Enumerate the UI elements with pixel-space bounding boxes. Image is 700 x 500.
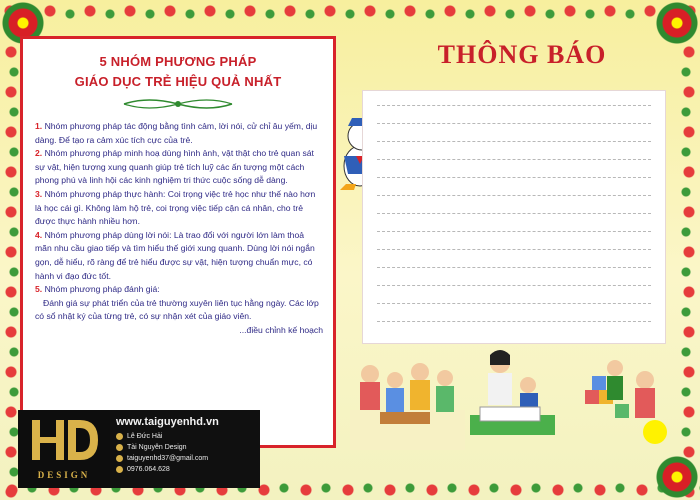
method-item-5: [35, 283, 323, 297]
email-text[interactable]: taiguyenhd37@gmail.com: [127, 455, 209, 462]
item-number: 4.: [35, 229, 43, 240]
item-text: Nhóm phương pháp đánh giá:: [44, 284, 160, 295]
corner-flower-icon: [654, 454, 700, 500]
method-item-1: [35, 120, 323, 147]
notice-line: [377, 105, 651, 106]
children-reading-illustration-icon: [350, 350, 465, 450]
website-link[interactable]: www.taiguyenhd.vn: [116, 416, 219, 428]
notice-title: THÔNG BÁO: [437, 40, 607, 69]
ornament-divider-icon: [118, 96, 238, 112]
phone-icon: [116, 466, 123, 473]
notice-line: [377, 123, 651, 124]
evaluation-text-cont: ...điều chỉnh kế hoạch: [239, 324, 323, 335]
chat-icon: [116, 444, 123, 451]
panel-title-line2: GIÁO DỤC TRẺ HIỆU QUẢ NHẤT: [74, 74, 282, 89]
notice-line: [377, 321, 651, 322]
author-row: [116, 431, 254, 442]
watermark-info: [110, 410, 260, 488]
panel-title: [23, 52, 333, 92]
flower-border-right: [678, 0, 700, 500]
panel-title-line1: 5 NHÓM PHƯƠNG PHÁP: [99, 54, 257, 69]
logo-text: DESIGN: [37, 470, 91, 480]
item-text: Nhóm phương pháp thực hành: Coi trọng việc trẻ học như thế nào hơn là học cái gì. Không làm hộ trẻ, coi trọng việc tiếp cận cá nhân, cho trẻ được thực hành nhiều hơn.: [35, 188, 316, 227]
mail-icon: [116, 455, 123, 462]
notice-line: [377, 231, 651, 232]
teacher-drawing-illustration-icon: [470, 345, 555, 445]
user-icon: [116, 433, 123, 440]
evaluation-text: Đánh giá sự phát triển của trẻ thường xuyên liên tục hằng ngày. Các lớp có sổ nhật ký của từng trẻ, có sự nhận xét của giáo viên.: [35, 297, 319, 322]
notice-line: [377, 249, 651, 250]
phone-text[interactable]: 0976.064.628: [127, 466, 170, 473]
method-item-4: [35, 229, 323, 283]
hd-logo: [18, 410, 110, 488]
hd-logo-icon: [18, 410, 110, 470]
email-row: [116, 453, 254, 464]
brand-name: Tài Nguyên Design: [127, 444, 187, 451]
notice-box: [362, 90, 666, 344]
item-number: 1.: [35, 121, 43, 131]
flower-border-top: [0, 0, 700, 22]
item-number: 5.: [35, 284, 43, 295]
notice-line: [377, 303, 651, 304]
notice-line: [377, 195, 651, 196]
item-text: Nhóm phương pháp dùng lời nói: Là trao đổi với người lớn làm thoả mãn nhu cầu giao tiếp và tìm hiểu thế giới xung quanh. Dùng lời nói ngắn gọn, dễ hiểu, rõ ràng để trẻ hiểu được sự vật, hiện tượng chuẩn mực, có hành vi đạo đức tốt.: [35, 229, 315, 281]
item-number: 3.: [35, 188, 43, 199]
notice-line: [377, 285, 651, 286]
method-item-3: [35, 188, 323, 229]
notice-line: [377, 141, 651, 142]
phone-row: [116, 464, 254, 475]
methods-text: [23, 120, 333, 338]
methods-panel: [20, 36, 336, 448]
notice-line: [377, 267, 651, 268]
notice-line: [377, 213, 651, 214]
notice-line: [377, 159, 651, 160]
item-number: 2.: [35, 148, 43, 159]
author-name: Lê Đức Hải: [127, 433, 163, 440]
brand-row: [116, 442, 254, 453]
watermark-banner: [18, 410, 258, 488]
method-item-2: [35, 147, 323, 188]
corner-flower-icon: [654, 0, 700, 46]
notice-line: [377, 177, 651, 178]
item-text: Nhóm phương pháp tác động bằng tình cảm, lời nói, cử chỉ âu yếm, dịu dàng. Để tạo ra cảm xúc tích cực của trẻ.: [35, 121, 318, 145]
children-blocks-illustration-icon: [575, 350, 670, 450]
item-text: Nhóm phương pháp minh hoạ dùng hình ảnh, vật thật cho trẻ quan sát sự vật, hiện tượng xung quanh giúp trẻ tích luỹ các ấn tượng một cách phong phú và linh hội các kinh nghiệm tri thức cuộc sống dễ dàng.: [35, 148, 314, 186]
